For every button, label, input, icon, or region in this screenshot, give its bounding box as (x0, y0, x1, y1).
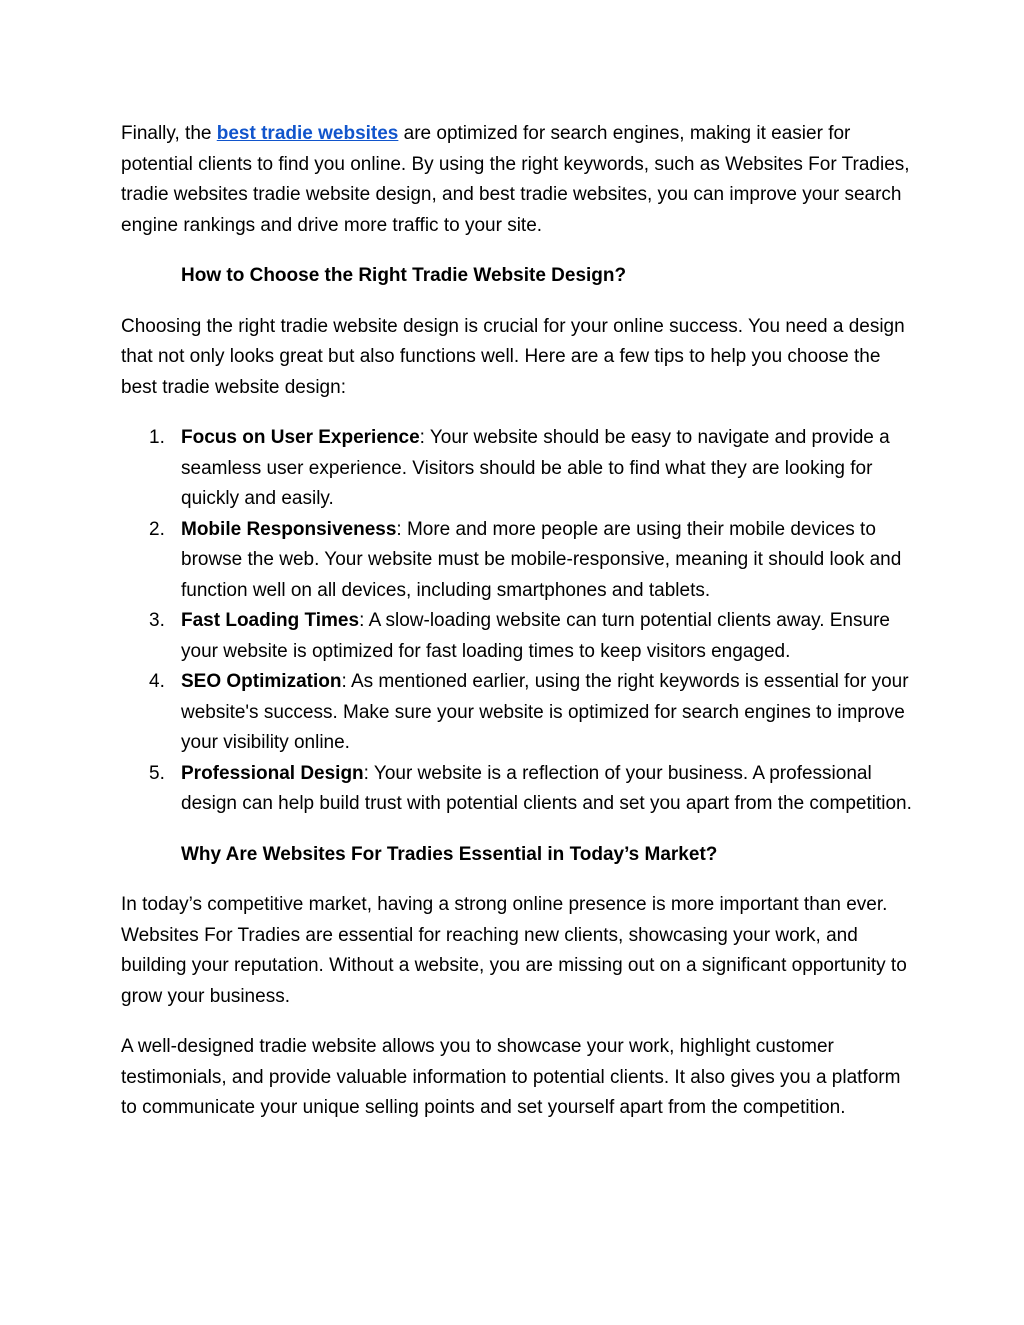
list-item-title: SEO Optimization (181, 671, 342, 692)
list-item-text: : Your website should be easy to navigate and provide a seamless user experience. Visitors should be able to find what they are looking for quickly and easily. (181, 427, 890, 509)
list-item (121, 667, 921, 759)
list-item-text: : More and more people are using their mobile devices to browse the web. Your website must be mobile-responsive, meaning it should look and function well on all devices, including smartphones and tablets. (181, 518, 902, 601)
heading-choose-design: How to Choose the Right Tradie Website Design? (181, 265, 627, 286)
list-item-title: Fast Loading Times (181, 610, 360, 631)
tips-list (121, 423, 921, 820)
why-paragraph-2: A well-designed tradie website allows you to showcase your work, highlight customer testimonials, and provide valuable information to potential clients. It also gives you a platform to communicate your unique selling points and set yourself apart from the competition. (121, 1036, 901, 1118)
intro-text-after-link: are optimized for search engines, making it easier for potential clients to find you online. By using the right keywords, such as Websites For Tradies, tradie websites tradie website design, and best tradie websites, you can improve your search engine rankings and drive more traffic to your site. (121, 123, 910, 236)
list-item-number: 3. (149, 610, 165, 631)
list-item-number: 2. (149, 518, 165, 540)
intro-paragraph (121, 119, 921, 241)
list-item-text: : A slow-loading website can turn potential clients away. Ensure your website is optimized for fast loading times to keep visitors engaged. (181, 610, 890, 662)
why-paragraph-1: In today’s competitive market, having a strong online presence is more important than ever. Websites For Tradies are essential for reaching new clients, showcasing your work, and building your reputation. Without a website, you are missing out on a significant opportunity to grow your business. (121, 894, 907, 1007)
heading-why-essential: Why Are Websites For Tradies Essential in Today’s Market? (181, 843, 718, 865)
list-item-text: : As mentioned earlier, using the right keywords is essential for your website's success. Make sure your website is optimized for search engines to improve your visibility online. (181, 671, 909, 753)
choose-paragraph: Choosing the right tradie website design is crucial for your online success. You need a design that not only looks great but also functions well. Here are a few tips to help you choose the best tradie website design: (121, 315, 905, 398)
list-item-text: : Your website is a reflection of your business. A professional design can help build trust with potential clients and set you apart from the competition. (181, 762, 912, 814)
list-item-number: 5. (149, 762, 165, 784)
list-item-title: Mobile Responsiveness (181, 518, 397, 540)
list-item (121, 606, 921, 667)
best-tradie-websites-link[interactable]: best tradie websites (216, 123, 399, 144)
list-item-title: Professional Design (181, 762, 364, 784)
intro-text-before-link: Finally, the (121, 123, 217, 144)
list-item (121, 515, 921, 607)
document-page (121, 119, 921, 1144)
list-item (121, 759, 921, 820)
list-item-number: 1. (149, 427, 165, 448)
list-item (121, 423, 921, 515)
list-item-title: Focus on User Experience (181, 427, 420, 448)
list-item-number: 4. (149, 671, 165, 692)
